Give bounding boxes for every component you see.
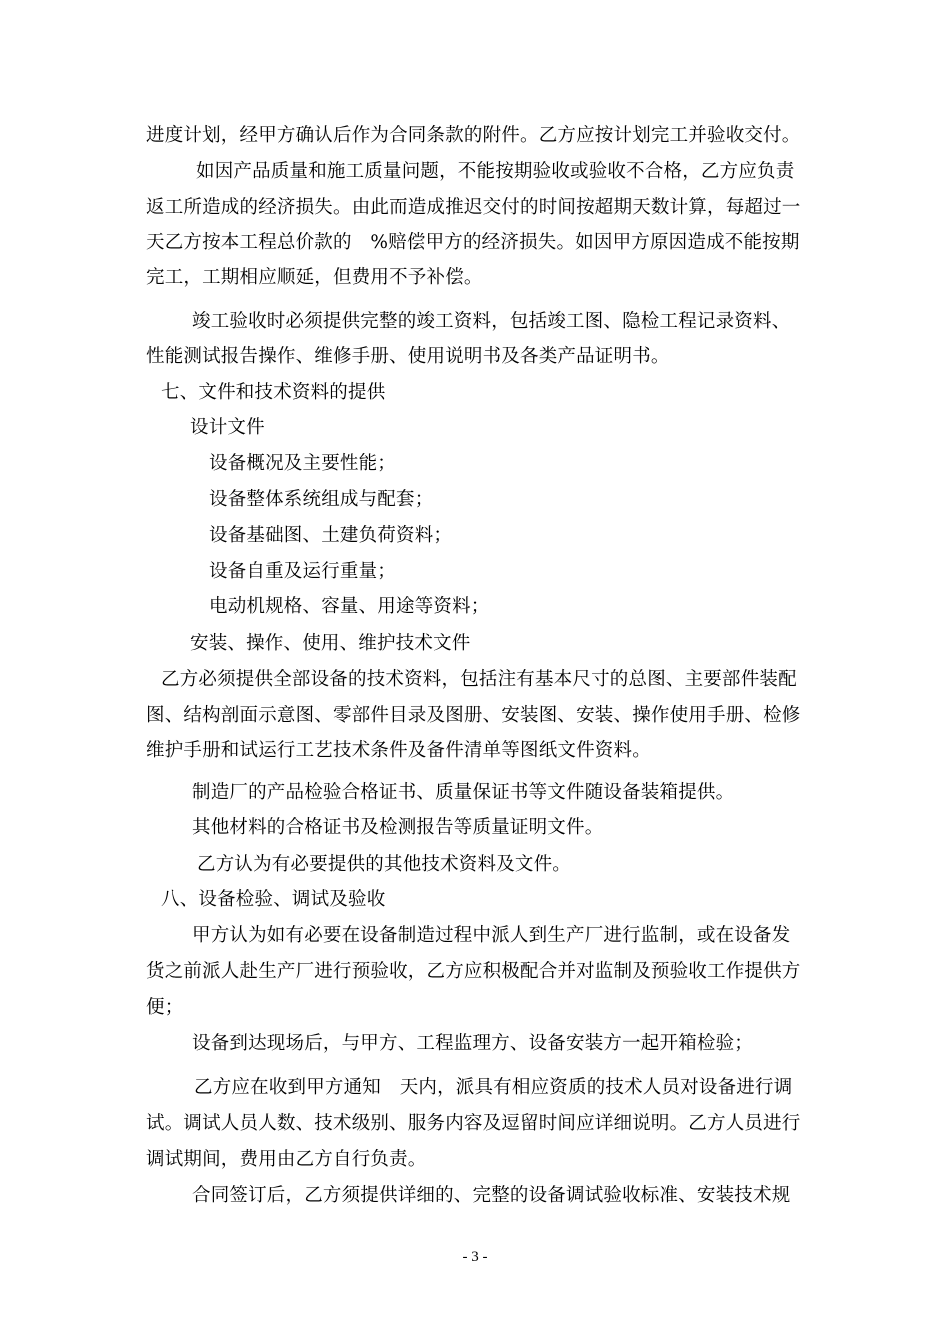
text-line: 设备到达现场后，与甲方、工程监理方、设备安装方一起开箱检验； — [192, 1033, 754, 1054]
list-item: 设备自重及运行重量； — [209, 561, 397, 582]
text-line: 便； — [146, 997, 184, 1018]
list-item: 设备概况及主要性能； — [209, 453, 397, 474]
text-line: 乙方必须提供全部设备的技术资料，包括注有基本尺寸的总图、主要部件装配 — [161, 669, 797, 690]
text-line: 试。调试人员人数、技术级别、服务内容及逗留时间应详细说明。乙方人员进行 — [146, 1113, 801, 1134]
text-line: 天乙方按本工程总价款的 %赔偿甲方的经济损失。如因甲方原因造成不能按期 — [146, 232, 800, 253]
list-item: 设备基础图、土建负荷资料； — [209, 525, 453, 546]
text-line: 完工，工期相应顺延，但费用不予补偿。 — [146, 267, 483, 288]
text-line: 竣工验收时必须提供完整的竣工资料，包括竣工图、隐检工程记录资料、 — [192, 311, 791, 332]
subsection-heading: 设计文件 — [190, 417, 265, 438]
section-heading: 七、文件和技术资料的提供 — [161, 382, 386, 403]
text-line: 合同签订后，乙方须提供详细的、完整的设备调试验收标准、安装技术规 — [192, 1185, 791, 1206]
text-line: 图、结构剖面示意图、零部件目录及图册、安装图、安装、操作使用手册、检修 — [146, 705, 801, 726]
subsection-heading: 安装、操作、使用、维护技术文件 — [190, 633, 471, 654]
section-heading: 八、设备检验、调试及验收 — [161, 889, 386, 910]
text-line: 维护手册和试运行工艺技术条件及备件清单等图纸文件资料。 — [146, 740, 651, 761]
text-line: 调试期间，费用由乙方自行负责。 — [146, 1149, 427, 1170]
text-line: 乙方认为有必要提供的其他技术资料及文件。 — [197, 854, 572, 875]
text-line: 乙方应在收到甲方通知 天内，派具有相应资质的技术人员对设备进行调 — [194, 1077, 793, 1098]
text-line: 甲方认为如有必要在设备制造过程中派人到生产厂进行监制，或在设备发 — [192, 925, 791, 946]
text-line: 货之前派人赴生产厂进行预验收，乙方应积极配合并对监制及预验收工作提供方 — [146, 961, 801, 982]
text-line: 性能测试报告操作、维修手册、使用说明书及各类产品证明书。 — [146, 346, 670, 367]
text-line: 如因产品质量和施工质量问题，不能按期验收或验收不合格，乙方应负责 — [196, 161, 795, 182]
text-line: 返工所造成的经济损失。由此而造成推迟交付的时间按超期天数计算，每超过一 — [146, 197, 801, 218]
page-number: - 3 - — [462, 1249, 488, 1265]
text-line: 进度计划，经甲方确认后作为合同条款的附件。乙方应按计划完工并验收交付。 — [146, 125, 801, 146]
list-item: 电动机规格、容量、用途等资料； — [209, 596, 490, 617]
list-item: 设备整体系统组成与配套； — [209, 489, 434, 510]
text-line: 其他材料的合格证书及检测报告等质量证明文件。 — [192, 817, 604, 838]
text-line: 制造厂的产品检验合格证书、质量保证书等文件随设备装箱提供。 — [192, 782, 735, 803]
